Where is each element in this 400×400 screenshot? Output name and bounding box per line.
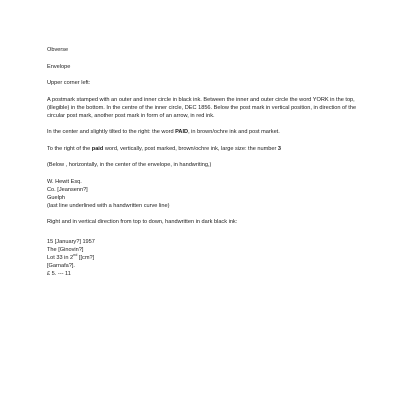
address-line: Guelph [47,194,66,201]
address-line: W. Hewit Esq. [47,178,82,185]
paid-word: PAID [175,129,189,135]
lot-text-after: [[cm?] [77,255,95,261]
corner-label: Upper corner left: [47,80,91,86]
postmark-paragraph: A postmark stamped with an outer and inner circle in black ink. Between the inner and outer circle the word YORK in the top, (illegible) in the bottom. In the centre of the inner circle, DEC 1856. Below the post mark in vertical position, in direction of the circular post mark, another post mark in form of an arrow, in red ink. [47,96,357,119]
address-line: Co. [Jeansenn?] [47,186,88,193]
handwritten-line [47,254,359,262]
number-text-before: To the right of the [47,145,92,152]
paid-word-ref: paid [91,145,104,152]
right-heading: Right and in vertical direction from top to down, handwritten in dark black ink: [47,219,238,225]
below-note: (Below , horizontally, in the center of the envelope, in handwriting,) [47,162,212,168]
address-note: (last line underlined with a handwritten curve line) [47,202,170,209]
document-body [47,46,359,287]
paid-paragraph [47,128,359,136]
number-value: 3 [277,145,282,152]
handwritten-line: [Garnafa?]. [47,263,75,269]
page-heading: Obverse [47,47,69,53]
number-paragraph [47,145,359,153]
lot-text: Lot 33 in 2 [47,255,74,261]
page-subheading: Envelope [47,63,71,70]
ordinal-suffix: nd [73,253,78,258]
address-block [47,178,359,210]
handwritten-line: 15 [January?] 1957 [47,239,95,245]
paid-text-after: , in brown/ochre ink and post market. [188,129,280,135]
paid-text-before: In the center and slightly tilted to the right: the word [47,129,176,135]
handwritten-line: £ 5. --- 11 [47,271,71,277]
handwritten-line: The [Ginovin?] [47,247,84,253]
handwritten-block [47,238,359,278]
number-text-middle: word, vertically, post marked, brown/ochre ink, large size: the number [103,145,278,152]
